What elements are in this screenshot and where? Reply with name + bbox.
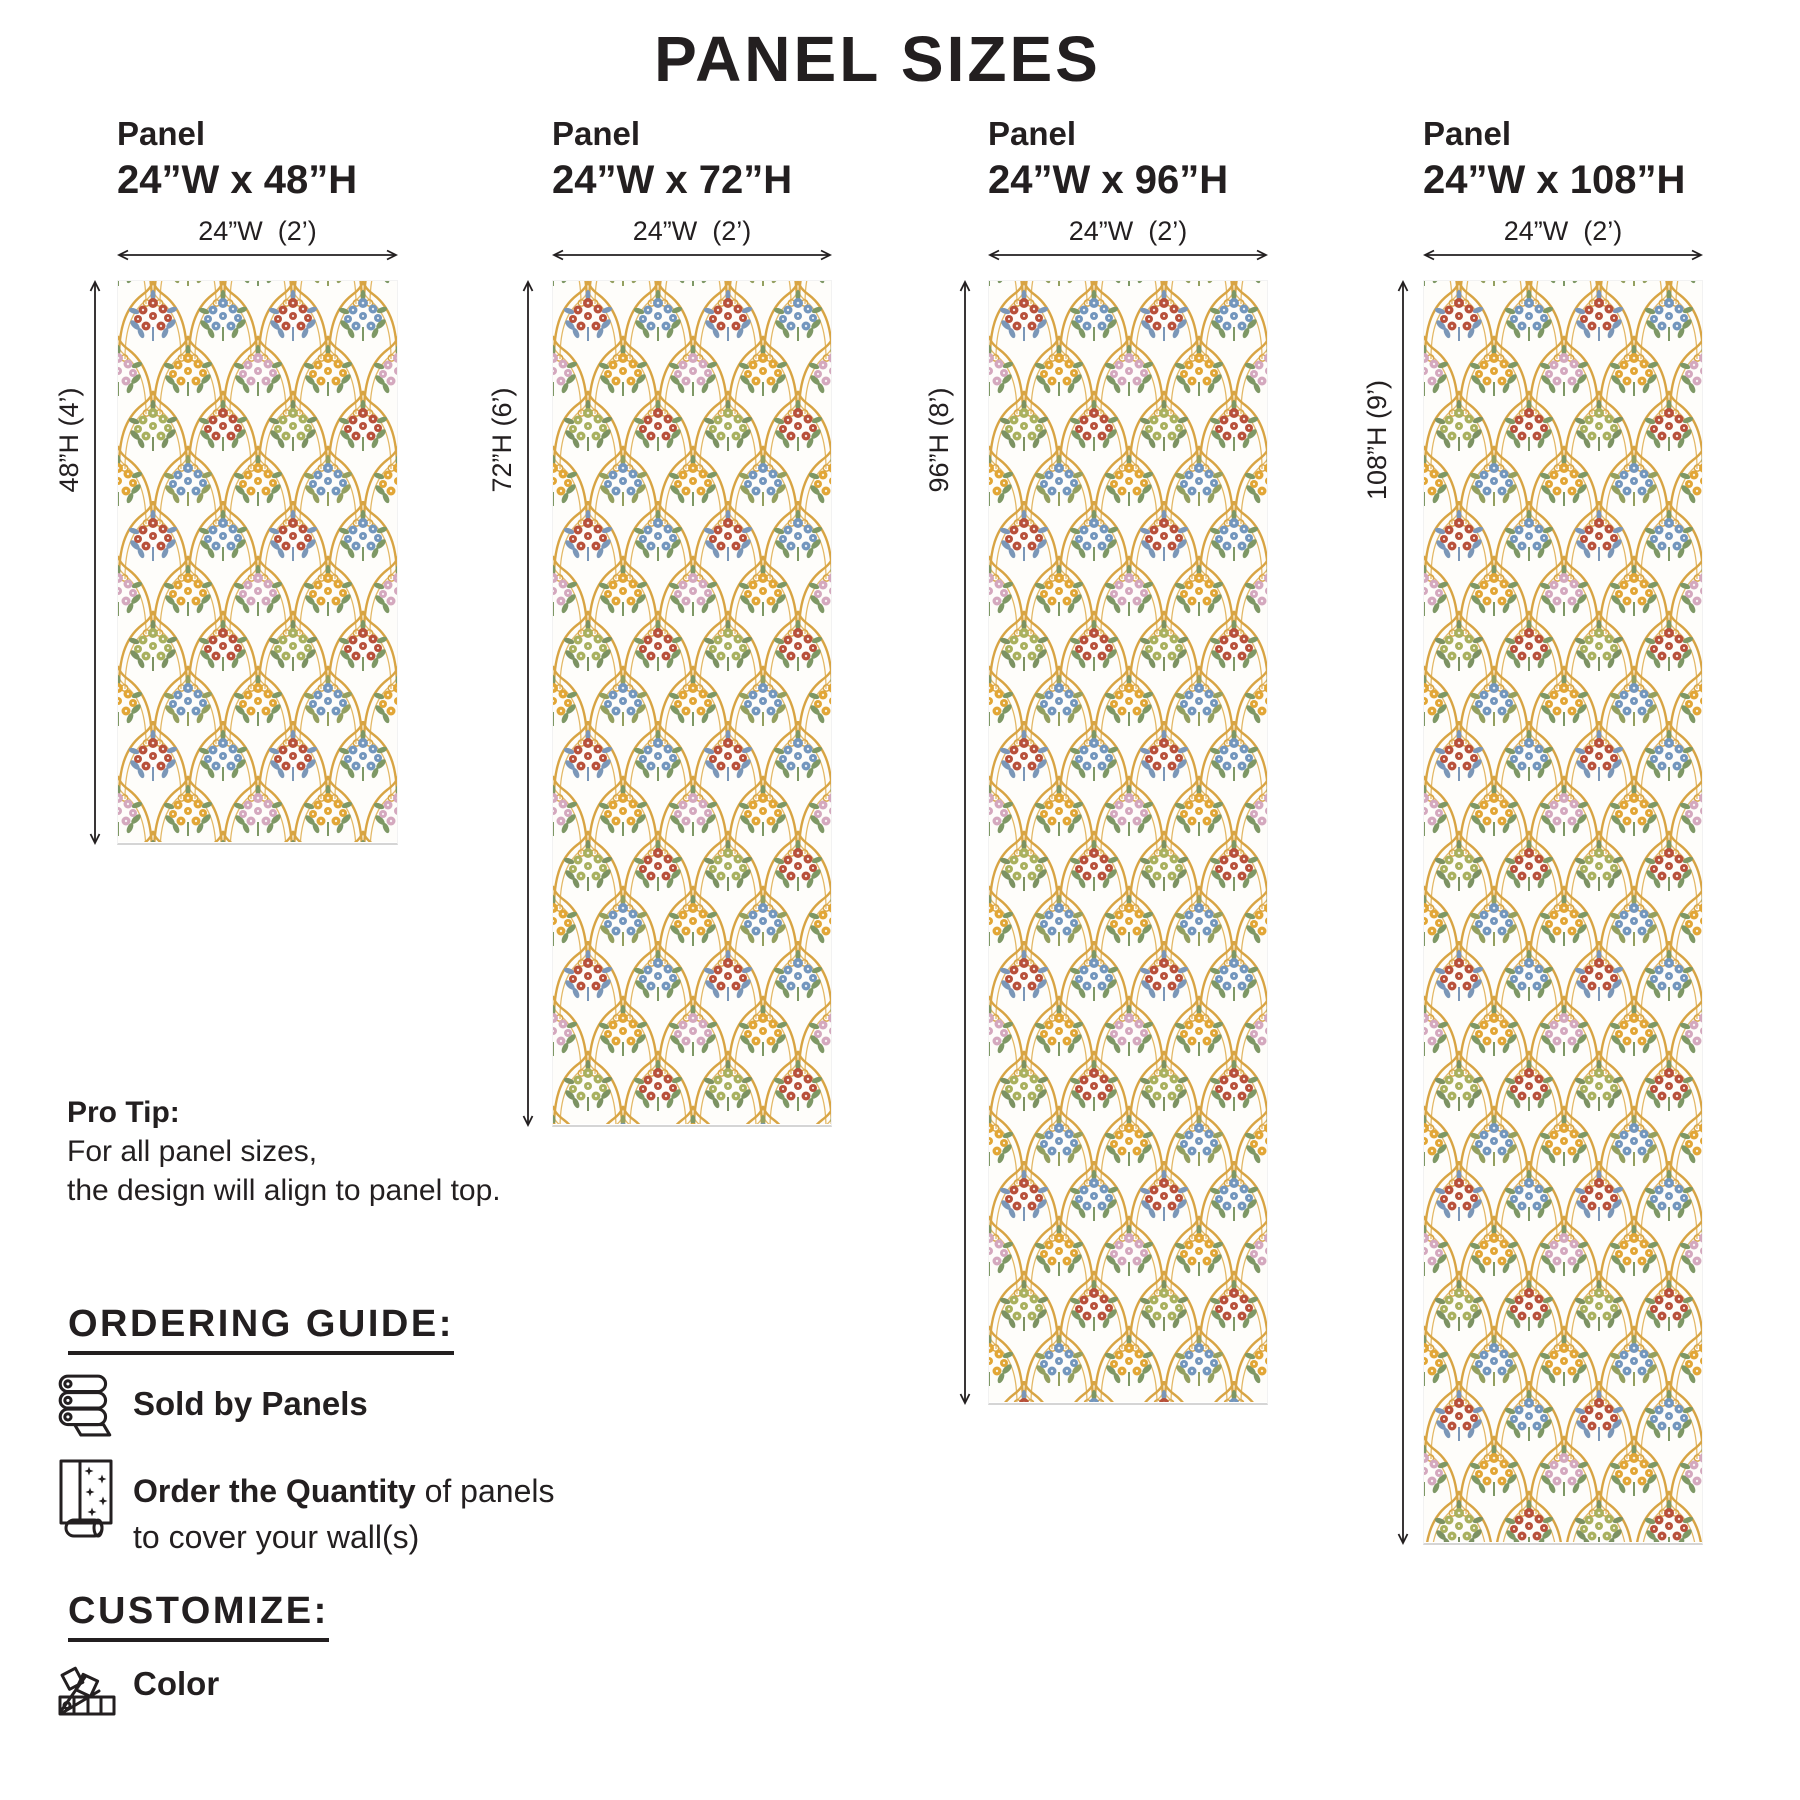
panel-2-width-label: 24”W (2’) (632, 216, 752, 246)
panel-2-height-label: 72”H (6’) (487, 387, 517, 493)
customize-heading: CUSTOMIZE: (68, 1590, 329, 1642)
order-quantity-text (133, 1468, 554, 1560)
panel-1-width-label: 24”W (2’) (198, 216, 317, 246)
panel-3-name: Panel (988, 115, 1077, 152)
page-title: PANEL SIZES (654, 23, 1101, 95)
panel-3-height-label: 96”H (8’) (924, 387, 954, 493)
panel-3-height-arrow (958, 280, 972, 1405)
panel-4-wallpaper-swatch (1423, 280, 1703, 1545)
panel-2-size-label: 24”W x 72”H (552, 158, 793, 202)
panel-2-name: Panel (552, 115, 641, 152)
panel-1-height-arrow (88, 280, 102, 845)
color-label: Color (133, 1665, 220, 1702)
pro-tip-heading: Pro Tip: (67, 1096, 180, 1129)
sold-by-panels-label: Sold by Panels (133, 1385, 368, 1422)
wallpaper-rolls-icon (56, 1372, 118, 1438)
pro-tip (67, 1093, 501, 1210)
panel-4-header (1423, 110, 1685, 204)
panel-2-height-arrow (521, 280, 535, 1127)
panel-4-height-label: 108”H (9’) (1362, 379, 1392, 501)
panel-4-size-label: 24”W x 108”H (1423, 158, 1686, 202)
panel-4-width-label: 24”W (2’) (1503, 216, 1623, 246)
panel-1-size-label: 24”W x 48”H (117, 158, 358, 202)
panel-2-header (552, 110, 792, 204)
order-quantity-bold: Order the Quantity (133, 1473, 416, 1509)
panel-3-width-label: 24”W (2’) (1068, 216, 1188, 246)
panel-3-wallpaper-swatch (988, 280, 1268, 1405)
panel-4-name: Panel (1423, 115, 1512, 152)
ordering-guide-heading: ORDERING GUIDE: (68, 1303, 454, 1355)
panel-1-header (117, 110, 357, 204)
panel-4-height-arrow (1396, 280, 1410, 1545)
panel-1-width-arrow (117, 248, 398, 262)
color-swatches-icon (57, 1650, 119, 1718)
panel-3-header (988, 110, 1228, 204)
panel-2-width-arrow (552, 248, 832, 262)
panel-3-width-arrow (988, 248, 1268, 262)
panel-4-width-arrow (1423, 248, 1703, 262)
order-quantity-line-2: to cover your wall(s) (133, 1519, 420, 1555)
panel-3-size-label: 24”W x 96”H (988, 158, 1229, 202)
panel-1-name: Panel (117, 115, 206, 152)
order-quantity-rest: of panels (415, 1473, 555, 1509)
panel-1-wallpaper-swatch (117, 280, 398, 845)
pro-tip-line-1: For all panel sizes, (67, 1135, 318, 1168)
panel-2-wallpaper-swatch (552, 280, 832, 1127)
pro-tip-line-2: the design will align to panel top. (67, 1174, 501, 1207)
wallpaper-panel-icon (58, 1458, 118, 1546)
panel-1-height-label: 48”H (4’) (54, 387, 84, 493)
